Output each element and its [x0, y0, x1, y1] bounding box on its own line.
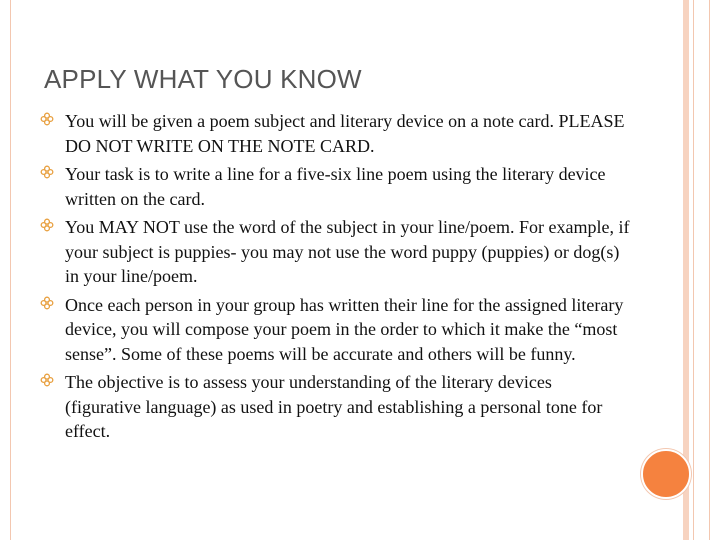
flower-bullet-icon: [40, 112, 54, 126]
flower-bullet-icon: [40, 218, 54, 232]
bullet-item-1: [40, 109, 630, 158]
flower-bullet-icon: [40, 373, 54, 387]
accent-circle: [641, 449, 691, 499]
bullet-text: Once each person in your group has written their line for the assigned literary device, you will compose your poem in the order to which it make the “most sense”. Some of these poems will be accurate and others will be funny.: [65, 294, 624, 364]
bullet-item-5: [40, 370, 630, 444]
bullet-text: You MAY NOT use the word of the subject in your line/poem. For example, if your subject is puppies- you may not use the word puppy (puppies) or dog(s) in your line/poem.: [65, 217, 630, 286]
slide-title: APPLY WHAT YOU KNOW: [44, 64, 362, 94]
flower-bullet-icon: [40, 165, 54, 179]
bullet-item-3: [40, 215, 630, 289]
bullet-text: Your task is to write a line for a five-six line poem using the literary device written on the card.: [65, 164, 606, 209]
bullet-list: [40, 109, 630, 448]
bullet-item-4: [40, 293, 630, 367]
flower-bullet-icon: [40, 296, 54, 310]
bullet-text: The objective is to assess your understanding of the literary devices (figurative language) as used in poetry and establishing a personal tone for effect.: [65, 372, 603, 441]
bullet-item-2: [40, 162, 630, 211]
bullet-text: You will be given a poem subject and literary device on a note card. PLEASE DO NOT WRITE ON THE NOTE CARD.: [65, 111, 625, 156]
right-decorative-line: [693, 0, 694, 540]
